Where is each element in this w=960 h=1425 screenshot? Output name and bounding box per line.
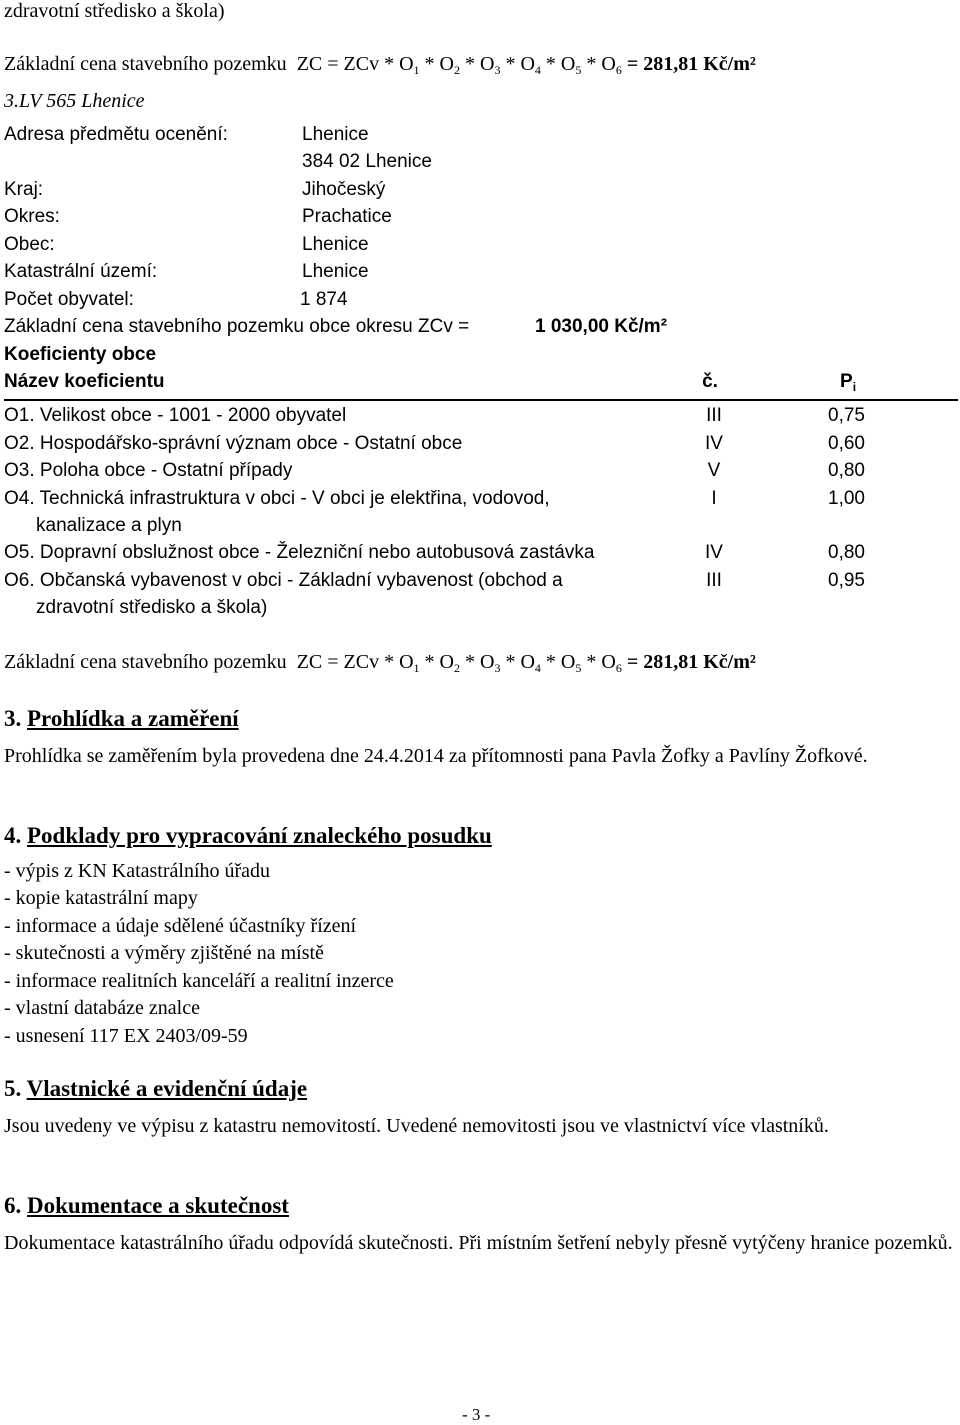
coef-row	[0, 570, 960, 598]
factor-index: 3	[494, 63, 501, 77]
formula-line-1: Základní cena stavebního pozemku ZC = ZCv * $O_1 * O_2 * O_3 * O_4 * O_5 * O_6 = 281,81$ Kč/m²	[4, 53, 756, 77]
page-number: - 3 -	[462, 1405, 491, 1424]
section-title: Dokumentace a skutečnost	[27, 1193, 289, 1218]
info-label: Katastrální území:	[4, 261, 158, 282]
coef-cis: III	[706, 570, 722, 591]
coef-row-continuation	[0, 597, 960, 625]
coef-header-p-letter: P	[840, 371, 853, 392]
formula-zc: ZC = ZCv	[296, 651, 380, 673]
coef-name: O6. Občanská vybavenost v obci - Základní vybavenost (obchod a	[4, 570, 563, 591]
factor-o4: O	[520, 651, 535, 673]
coef-value: 1,00	[828, 488, 865, 509]
section-number: 5.	[4, 1076, 22, 1101]
factor-o3: O	[480, 53, 495, 75]
list-item: - vlastní databáze znalce	[4, 997, 200, 1019]
factor-o1: O	[399, 53, 414, 75]
factor-o5: O	[560, 651, 576, 673]
list-item: - usnesení 117 EX 2403/09-59	[4, 1025, 248, 1047]
continued-text-fragment: zdravotní středisko a škola)	[4, 0, 225, 22]
section-5-text: Jsou uvedeny ve výpisu z katastru nemovitostí. Uvedené nemovitosti jsou ve vlastnictví více vlastníků.	[4, 1115, 829, 1137]
factor-index: 1	[413, 63, 420, 77]
section-number: 6.	[4, 1193, 22, 1218]
coef-name-cont: zdravotní středisko a škola)	[36, 597, 268, 618]
info-row	[0, 206, 960, 234]
coef-cis: V	[707, 460, 721, 481]
section-title: Podklady pro vypracování znaleckého posudku	[27, 823, 492, 848]
coef-header-p	[840, 371, 856, 394]
info-value: Prachatice	[302, 206, 392, 227]
factor-o2: O	[439, 53, 454, 75]
coef-row	[0, 433, 960, 461]
formula-label: Základní cena stavebního pozemku	[4, 53, 287, 75]
info-label: Okres:	[4, 206, 60, 227]
section-6-heading	[4, 1193, 289, 1219]
list-item: - kopie katastrální mapy	[4, 887, 198, 909]
section-number: 3.	[4, 706, 22, 731]
population-label: Počet obyvatel:	[4, 289, 134, 310]
factor-index: 3	[494, 661, 501, 675]
coef-name: O5. Dopravní obslužnost obce - Železniční nebo autobusová zastávka	[4, 542, 595, 563]
section-3-heading	[4, 706, 239, 732]
section-title: Prohlídka a zaměření	[27, 706, 239, 731]
formula-result: = 281,81 Kč/m²	[626, 651, 756, 673]
coef-name-cont: kanalizace a plyn	[36, 515, 182, 536]
factor-index: 4	[534, 661, 541, 675]
factor-index: 6	[615, 661, 622, 675]
coef-row	[0, 488, 960, 516]
info-label: Obec:	[4, 234, 55, 255]
section-4-heading	[4, 823, 492, 849]
coef-value: 0,80	[828, 460, 865, 481]
coef-value: 0,75	[828, 405, 865, 426]
base-price-value: 1 030,00 Kč/m²	[535, 316, 668, 337]
factor-o1: O	[399, 651, 414, 673]
formula-label: Základní cena stavebního pozemku	[4, 651, 287, 673]
coef-name: O2. Hospodářsko-správní význam obce - Ostatní obce	[4, 433, 463, 454]
base-price-label: Základní cena stavebního pozemku obce okresu ZCv =	[4, 316, 470, 337]
info-row	[0, 151, 960, 179]
coef-title-row	[0, 344, 960, 372]
info-value: Lhenice	[302, 124, 369, 145]
header-divider	[4, 399, 958, 401]
coef-cis: III	[706, 405, 722, 426]
info-value: Lhenice	[302, 234, 369, 255]
section-number: 4.	[4, 823, 22, 848]
list-item: - skutečnosti a výměry zjištěné na místě	[4, 942, 324, 964]
coef-title: Koeficienty obce	[4, 344, 157, 365]
coef-row-continuation	[0, 515, 960, 543]
info-row	[0, 124, 960, 152]
list-item: - informace realitních kanceláří a realitní inzerce	[4, 970, 394, 992]
lv-title: 3.LV 565 Lhenice	[4, 90, 145, 112]
list-item: - výpis z KN Katastrálního úřadu	[4, 860, 271, 882]
factor-o3: O	[480, 651, 495, 673]
factor-index: 2	[454, 661, 460, 675]
info-value: Lhenice	[302, 261, 369, 282]
list-item: - informace a údaje sdělené účastníky řízení	[4, 915, 357, 937]
info-row	[0, 261, 960, 289]
coef-header-cis: č.	[702, 371, 718, 392]
info-value: Jihočeský	[302, 179, 386, 200]
coef-header-name: Název koeficientu	[4, 371, 165, 392]
coef-row	[0, 542, 960, 570]
coef-name: O4. Technická infrastruktura v obci - V obci je elektřina, vodovod,	[4, 488, 550, 509]
section-title: Vlastnické a evidenční údaje	[26, 1076, 308, 1101]
factor-index: 5	[575, 63, 582, 77]
coef-value: 0,60	[828, 433, 865, 454]
formula-result: = 281,81 Kč/m²	[626, 53, 756, 75]
population-value: 1 874	[300, 289, 348, 310]
coef-row	[0, 405, 960, 433]
formula-zc: ZC = ZCv	[296, 53, 380, 75]
factor-o6: O	[601, 53, 616, 75]
info-label: Adresa předmětu ocenění:	[4, 124, 228, 145]
coef-name: O1. Velikost obce - 1001 - 2000 obyvatel	[4, 405, 347, 426]
factor-o2: O	[439, 651, 454, 673]
info-value: 384 02 Lhenice	[302, 151, 432, 172]
factor-o6: O	[601, 651, 616, 673]
factor-o5: O	[560, 53, 576, 75]
coef-value: 0,80	[828, 542, 865, 563]
info-row	[0, 179, 960, 207]
coef-name: O3. Poloha obce - Ostatní případy	[4, 460, 293, 481]
coef-row	[0, 460, 960, 488]
coef-cis: IV	[705, 433, 723, 454]
factor-index: 5	[575, 661, 582, 675]
coef-header-row	[0, 371, 960, 399]
factor-o4: O	[520, 53, 535, 75]
factor-index: 2	[454, 63, 460, 77]
factor-index: 1	[413, 661, 420, 675]
section-6-text: Dokumentace katastrálního úřadu odpovídá skutečnosti. Při místním šetření nebyly přesně vytýčeny hranice pozemků.	[4, 1232, 953, 1254]
coef-header-p-index: i	[852, 380, 857, 394]
section-3-text: Prohlídka se zaměřením byla provedena dne 24.4.2014 za přítomnosti pana Pavla Žofky a Pavlíny Žofkové.	[4, 745, 868, 767]
formula-line-2: Základní cena stavebního pozemku ZC = ZCv * $O_1 * O_2 * O_3 * O_4 * O_5 * O_6 = 281,81$ Kč/m²	[4, 651, 756, 675]
info-label: Kraj:	[4, 179, 44, 200]
population-row	[0, 289, 960, 317]
coef-cis: IV	[705, 542, 723, 563]
info-row	[0, 234, 960, 262]
factor-index: 4	[534, 63, 541, 77]
coef-cis: I	[711, 488, 717, 509]
factor-index: 6	[615, 63, 622, 77]
coef-value: 0,95	[828, 570, 865, 591]
base-price-row	[0, 316, 960, 344]
section-5-heading	[4, 1076, 307, 1102]
